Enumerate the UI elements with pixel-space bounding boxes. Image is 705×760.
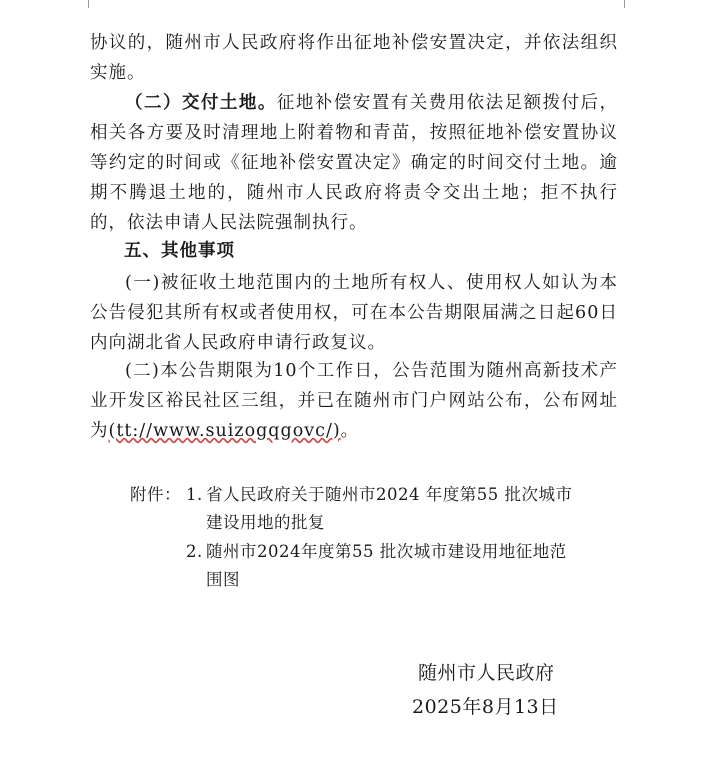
attachment-1-line-1: 省人民政府关于随州市2024 年度第55 批次城市 (206, 485, 573, 504)
attachment-2-line-2: 围图 (206, 570, 240, 589)
paragraph-item-1 (90, 268, 618, 358)
signer-name: 随州市人民政府 (418, 662, 555, 684)
paragraph-text: 征地补偿安置有关费用依法足额拨付后，相关各方要及时清理地上附着物和青苗，按照征地补偿安置协议等约定的时间或《征地补偿安置决定》确定的时间交付土地。逾期不腾退土地的，随州市人民政府将责令交出土地；拒不执行的，依法申请人民法院强制执行。 (90, 93, 619, 233)
section-heading-other-matters: 五、其他事项 (124, 241, 235, 261)
attachments-label: 附件： (130, 485, 181, 504)
paragraph-continuation (90, 28, 618, 88)
paragraph-text: 协议的，随州市人民政府将作出征地补偿安置决定，并依法组织实施。 (90, 33, 618, 83)
website-link[interactable]: (tt://www.suizogqgovc/) (108, 421, 341, 441)
attachment-2-number: 2. (186, 542, 203, 561)
paragraph-end: 。 (340, 421, 360, 441)
attachment-2-line-1: 随州市2024年度第55 批次城市建设用地征地范 (206, 542, 567, 561)
attachment-1-number: 1. (186, 485, 203, 504)
paragraph-item-2 (90, 356, 618, 446)
paragraph-land-delivery (90, 88, 618, 238)
subheading-land-delivery: （二）交付土地。 (125, 93, 277, 113)
attachment-1-line-2: 建设用地的批复 (206, 513, 325, 532)
paragraph-text: (一)被征收土地范围内的土地所有权人、使用权人如认为本公告侵犯其所有权或者使用权，可在本公告期限届满之日起60日内向湖北省人民政府申请行政复议。 (90, 273, 618, 353)
document-date: 2025年8月13日 (412, 696, 559, 718)
paragraph-text: (二)本公告期限为10个工作日，公告范围为随州高新技术产业开发区裕民社区三组，并已在随州市门户网站公布，公布网址为 (90, 361, 618, 441)
